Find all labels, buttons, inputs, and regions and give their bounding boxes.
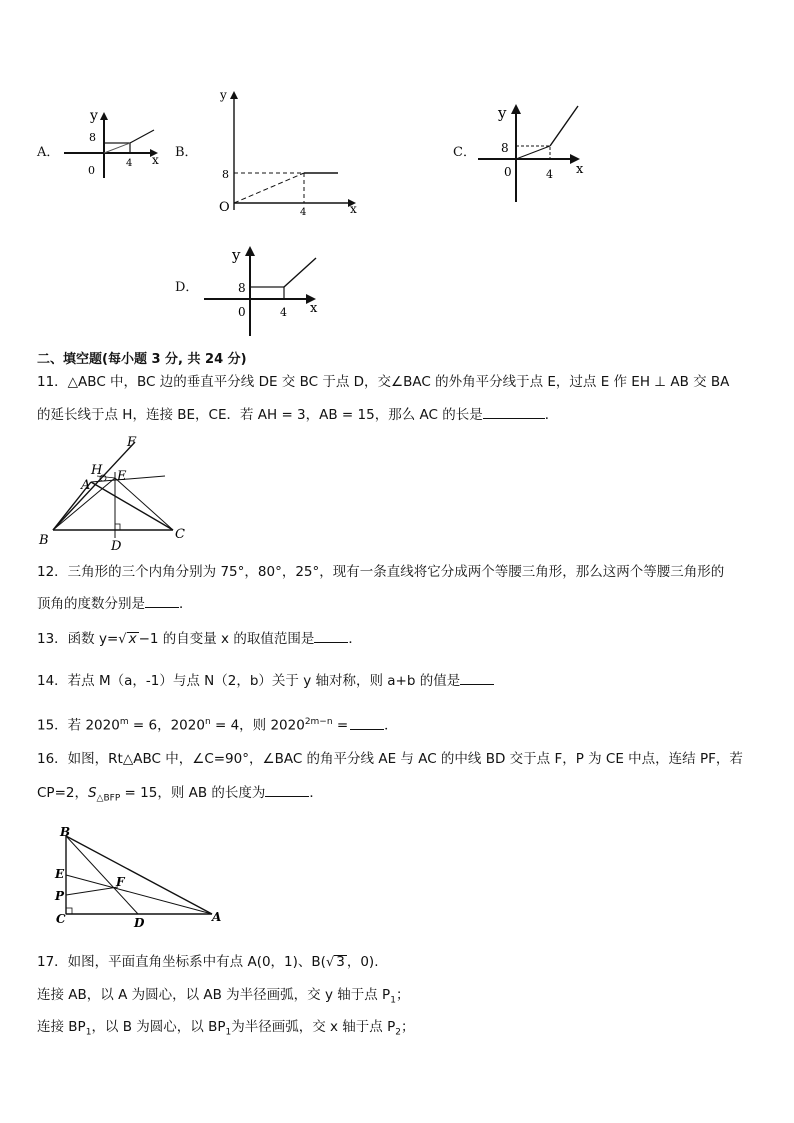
option-d-graph[interactable] xyxy=(200,238,330,338)
q11-label-a: A xyxy=(81,478,91,493)
q16-label-e: E xyxy=(55,867,65,881)
option-a-graph[interactable] xyxy=(62,108,167,180)
q13-answer-blank[interactable] xyxy=(314,628,348,643)
q11-line1: 11．△ABC 中，BC 边的垂直平分线 DE 交 BC 于点 D，交∠BAC 的外角平分线于点 E，过点 E 作 EH ⊥ AB 交 BA xyxy=(37,374,730,390)
option-c-y: y xyxy=(498,104,507,122)
q12-line1: 12．三角形的三个内角分别为 75°，80°，25°，现有一条直线将它分成两个等腰三角形，那么这两个等腰三角形的 xyxy=(37,564,725,580)
q16-label-b: B xyxy=(60,825,71,839)
option-c-graph[interactable] xyxy=(474,98,594,208)
q16-label-d: D xyxy=(134,916,145,930)
q11-label-e: E xyxy=(117,469,127,484)
option-a-label[interactable]: A． xyxy=(37,145,60,160)
option-c-4: 4 xyxy=(546,168,553,181)
option-c-0: 0 xyxy=(504,165,512,179)
option-b-8: 8 xyxy=(222,168,229,181)
q16-label-a: A xyxy=(212,910,222,924)
q17-line2: 连接 AB，以 A 为圆心，以 AB 为半径画弧，交 y 轴于点 $P_1$； xyxy=(37,987,410,1006)
q14-line: 14．若点 M（a，-1）与点 N（2，b）关于 y 轴对称，则 a+b 的值是 xyxy=(37,670,494,691)
option-b-origin: O xyxy=(219,200,230,215)
q15-answer-blank[interactable] xyxy=(350,715,384,730)
q15-line: 15．若 $2020^m = 6$，$2020^n = 4$，则 $2020^{2m-n}$ = ． xyxy=(37,712,398,736)
option-b-label[interactable]: B． xyxy=(175,145,198,160)
q11-label-c: C xyxy=(175,527,185,542)
q16-label-f: F xyxy=(116,875,125,889)
q16-label-p: P xyxy=(55,889,65,903)
q11-label-f: F xyxy=(127,435,137,450)
section-title: 二、填空题(每小题 3 分, 共 24 分) xyxy=(37,352,247,367)
option-b-4: 4 xyxy=(300,207,307,217)
q11-answer-blank[interactable] xyxy=(483,404,545,419)
option-d-0: 0 xyxy=(238,305,246,319)
q17-line3: 连接 $BP_1$，以 B 为圆心，以 $BP_1$为半径画弧，交 x 轴于点 $P_2$； xyxy=(37,1019,415,1038)
q11-figure xyxy=(35,434,195,550)
q13-line: 13．函数 y=√ x −1 的自变量 x 的取值范围是 ． xyxy=(37,628,362,650)
q16-answer-blank[interactable] xyxy=(265,782,309,797)
option-b-x: x xyxy=(350,202,357,216)
option-a-0: 0 xyxy=(88,164,95,177)
q17-line1: 17．如图，平面直角坐标系中有点 A(0，1)、B(√ 3 ，0). xyxy=(37,954,379,970)
option-c-x: x xyxy=(576,162,584,177)
q16-line2: CP=2，$S_{\triangle BFP} = 15$，则 AB 的长度为 ． xyxy=(37,782,323,809)
option-a-x: x xyxy=(152,153,159,167)
q11-label-b: B xyxy=(39,533,49,548)
q16-figure xyxy=(52,822,232,932)
option-d-4: 4 xyxy=(280,306,287,319)
q11-label-h: H xyxy=(91,463,103,478)
q12-answer-blank[interactable] xyxy=(145,593,179,608)
option-c-8: 8 xyxy=(501,141,509,155)
option-d-label[interactable]: D． xyxy=(175,280,199,295)
q11-line2: 的延长线于点 H，连接 BE，CE．若 AH = 3，AB = 15，那么 AC 的长是 ． xyxy=(37,404,558,425)
option-d-8: 8 xyxy=(238,281,246,295)
q12-line2: 顶角的度数分别是 ． xyxy=(37,593,193,614)
option-d-x: x xyxy=(310,301,318,316)
option-a-4: 4 xyxy=(126,158,133,169)
option-a-8: 8 xyxy=(89,131,96,144)
q11-label-d: D xyxy=(111,539,122,550)
option-b-graph[interactable] xyxy=(210,85,365,217)
q16-label-c: C xyxy=(56,912,66,926)
option-b-y: y xyxy=(220,88,227,102)
q16-line1: 16．如图，Rt△ABC 中，∠C=90°，∠BAC 的角平分线 AE 与 AC 的中线 BD 交于点 F，P 为 CE 中点，连结 PF，若 xyxy=(37,751,743,767)
q14-answer-blank[interactable] xyxy=(460,670,494,685)
option-c-label[interactable]: C． xyxy=(453,145,476,160)
option-d-y: y xyxy=(232,246,241,264)
option-a-y: y xyxy=(90,108,98,124)
